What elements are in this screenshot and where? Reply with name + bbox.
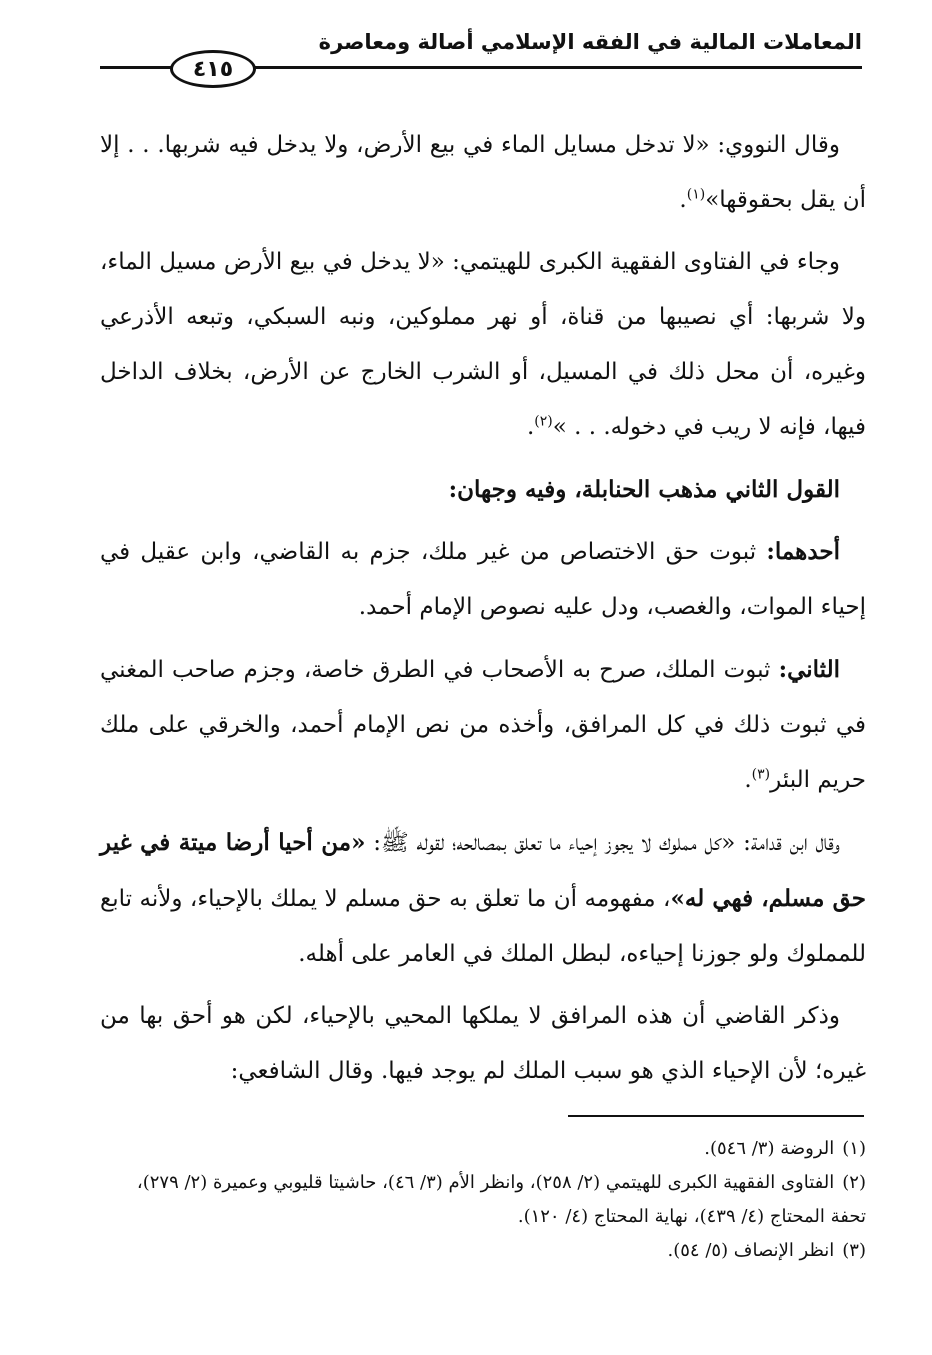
footnote-text: انظر الإنصاف (٥/ ٥٤). bbox=[667, 1240, 835, 1261]
lead-word: أحدهما: bbox=[766, 538, 840, 565]
paragraph-text: وقال النووي: «لا تدخل مسايل الماء في بيع الأرض، ولا يدخل فيه شربها. . . إلا أن يقل بحقوقها» bbox=[100, 132, 866, 213]
footnotes bbox=[96, 1132, 866, 1268]
footnote-text: الروضة (٣/ ٥٤٦). bbox=[704, 1138, 835, 1159]
footnote-marker: (٣) bbox=[842, 1240, 866, 1261]
paragraph-first-view bbox=[100, 524, 866, 635]
page-header bbox=[100, 30, 862, 90]
footnote-item bbox=[96, 1234, 866, 1268]
footnote-marker: (١) bbox=[842, 1138, 866, 1159]
paragraph-text: وذكر القاضي أن هذه المرافق لا يملكها المحيي بالإحياء، لكن هو أحق بها من غيره؛ لأن الإحياء الذي هو سبب الملك لم يوجد فيها. وقال الشافعي: bbox=[100, 1003, 866, 1084]
running-title: المعاملات المالية في الفقه الإسلامي أصالة ومعاصرة bbox=[318, 30, 862, 54]
paragraph-text: ثبوت الملك، صرح به الأصحاب في الطرق خاصة، وجزم صاحب المغني في ثبوت ذلك في كل المرافق، وأخذه من نص الإمام أحمد، والخرقي على ملك حريم البئر bbox=[100, 657, 866, 793]
paragraph-nawawi: وقال النووي: «لا تدخل مسايل الماء في بيع الأرض، ولا يدخل فيه شربها. . . إلا أن يقل بحقوقها»$^{(١)}$. bbox=[100, 132, 866, 213]
paragraph-text: ، مفهومه أن ما تعلق به حق مسلم لا يملك بالإحياء، ولأنه تابع للمملوك ولو جوزنا إحياءه، لبطل الملك في العامر على أهله. bbox=[100, 886, 866, 967]
footnote-marker: (٢) bbox=[842, 1172, 866, 1193]
footnote-ref-1: (١) bbox=[686, 186, 706, 203]
paragraph-text: وقال ابن قدامة: «كل مملوك لا يجوز إحياء ما تعلق بمصالحه؛ لقوله ﷺ: bbox=[365, 830, 841, 856]
footnote-ref-3: (٣) bbox=[751, 766, 771, 783]
footnote-item bbox=[96, 1166, 866, 1234]
footnote-ref-2: (٢) bbox=[534, 413, 553, 430]
section-heading: القول الثاني مذهب الحنابلة، وفيه وجهان: bbox=[448, 476, 840, 503]
footnote-item bbox=[96, 1132, 866, 1166]
paragraph-fatawa: وجاء في الفتاوى الفقهية الكبرى للهيتمي: «لا يدخل في بيع الأرض مسيل الماء، ولا شربها: أي نصيبها من قناة، أو نهر مملوكين، ونبه السبكي، وتبعه الأذرعي وغيره، أن محل ذلك في المسيل، أو الشرب الخارج عن الأرض، بخلاف الداخل فيها، فإنه لا ريب في دخوله. . . »$^{(٢)}$. bbox=[100, 249, 866, 440]
paragraph-qadi bbox=[100, 989, 866, 1099]
lead-word: الثاني: bbox=[778, 656, 840, 683]
paragraph-ibn-qudama bbox=[100, 815, 866, 982]
main-text bbox=[100, 118, 866, 1106]
paragraph-text: وجاء في الفتاوى الفقهية الكبرى للهيتمي: «لا يدخل في بيع الأرض مسيل الماء، ولا شربها: أي نصيبها من قناة، أو نهر مملوكين، ونبه السبكي، وتبعه الأذرعي وغيره، أن محل ذلك في المسيل، أو الشرب الخارج عن الأرض، بخلاف الداخل فيها، فإنه لا ريب في دخوله. . . » bbox=[100, 249, 866, 440]
hadith-quote: «من أحيا أرضا ميتة في غير حق مسلم، فهي له» bbox=[100, 829, 866, 912]
paragraph-second-view: الثاني: ثبوت الملك، صرح به الأصحاب في الطرق خاصة، وجزم صاحب المغني في ثبوت ذلك في كل المرافق، وأخذه من نص الإمام أحمد، والخرقي على ملك حريم البئر$^{(٣)}$. bbox=[100, 656, 866, 793]
footnote-text: الفتاوى الفقهية الكبرى للهيتمي (٢/ ٢٥٨)، وانظر الأم (٣/ ٤٦)، حاشيتا قليوبي وعميرة (٢/ ٢٧٩)، تحفة المحتاج (٤/ ٤٣٩)، نهاية المحتاج (٤/ ١٢٠). bbox=[136, 1172, 866, 1227]
page-number: ٤١٥ bbox=[170, 50, 256, 88]
footnote-separator bbox=[568, 1115, 864, 1117]
paragraph-text: ثبوت حق الاختصاص من غير ملك، جزم به القاضي، وابن عقيل في إحياء الموات، والغصب، ودل عليه نصوص الإمام أحمد. bbox=[100, 539, 866, 620]
